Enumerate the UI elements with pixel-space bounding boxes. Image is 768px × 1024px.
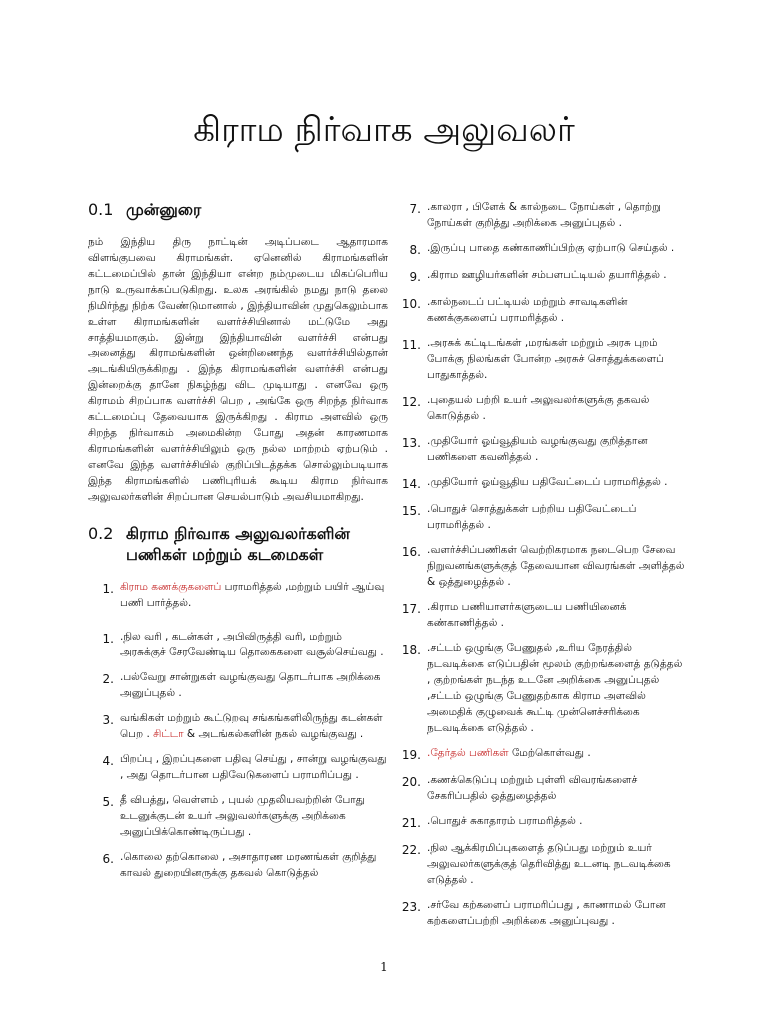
intro-paragraph: நம் இந்திய திரு நாட்டின் அடிப்படை ஆதாரமாக விளங்குபவை கிராமங்கள். ஏனெனில் கிராமங்களின் கட்டமைப்பில் தான் இந்தியா என்ற நம்முடைய மிகப்பெரிய நாடு உருவாக்கப்படுகிறது. உலக அரங்கில் நமது நாடு தலை நிமிர்ந்து நிற்க வேண்டுமானால் , இந்தியாவின் முதுகெலும்பாக உள்ள கிராமங்களின் வளர்ச்சியினால் மட்டுமே அது சாத்தியமாகும். இன்று இந்தியாவின் வளர்ச்சி என்பது அனைத்து கிராமங்களின் ஒன்றிணைந்த வளர்ச்சியில்தான் அடங்கியிருக்கிறது . இந்த கிராமங்களின் வளர்ச்சி என்பது இன்றைக்கு தானே நிகழ்ந்து விட முடியாது . எனவே ஒரு கிராமம் சிறப்பாக வளர்ச்சி பெற , அங்கே ஒரு சிறந்த நிர்வாக கட்டமைப்பு தேவையாக இருக்கிறது . கிராம அளவில் ஒரு சிறந்த நிர்வாகம் அமைகின்ற போது அதன் காரணமாக கிராமங்களின் வளர்ச்சியிலும் ஒரு நல்ல மாற்றம் ஏற்படும் . எனவே இந்த வளர்ச்சியில் குறிப்பிடத்தக்க சொல்லும்படியாக இந்த கிராமங்களில் பணிபுரியக் கூடிய கிராம நிர்வாக அலுவலர்களின் சிறப்பான செயல்பாடும் அவசியமாகிறது.: [88, 235, 388, 504]
item-number: 8.: [409, 242, 421, 257]
item-number: 14.: [401, 476, 421, 491]
item-text: .முதியோர் ஓய்வூதிய பதிவேட்டைப் பராமரித்தல் .: [427, 475, 668, 488]
item-number: 10.: [401, 297, 421, 312]
list-item: [395, 434, 687, 466]
item-number: 4.: [102, 754, 114, 769]
item-number: 20.: [401, 774, 421, 789]
list-item: [395, 898, 687, 930]
left-column: [88, 200, 388, 891]
list-item: [88, 670, 388, 702]
item-text: .கொலை தற்கொலை , அசாதாரண மரணங்கள் குறித்து காவல் துறையினருக்கு தகவல் கொடுத்தல்: [120, 850, 377, 879]
highlighted-term: சிட்டா: [153, 728, 184, 741]
list-item: [395, 336, 687, 384]
item-text-post: & அடங்கல்களின் நகல் வழங்குவது .: [183, 728, 364, 741]
list-item: [395, 773, 687, 805]
list-item: [395, 814, 687, 832]
item-number: 17.: [401, 601, 421, 616]
item-text: [120, 711, 388, 743]
section-heading-intro: [88, 200, 388, 221]
item-text: .சர்வே கற்களைப் பராமரிப்பது , காணாமல் போன கற்களைப்பற்றி அறிக்கை அனுப்புவது .: [427, 898, 666, 927]
item-number: 16.: [401, 545, 421, 560]
list-item: [395, 543, 687, 591]
item-text: .பல்வேறு சான்றுகள் வழங்குவது தொடர்பாக அறிக்கை அனுப்புதல் .: [120, 671, 381, 700]
item-number: 11.: [401, 338, 421, 353]
item-number: 12.: [401, 395, 421, 410]
item-number: 22.: [401, 842, 421, 857]
page-number: 1: [380, 960, 388, 974]
item-text-pre: வங்கிகள் மற்றும் கூட்டுறவு சங்கங்களிலிருந்து கடன்கள் பெற .: [120, 712, 383, 741]
list-item: [395, 393, 687, 425]
item-text: .புதையல் பற்றி உயர் அலுவலர்களுக்கு தகவல் கொடுத்தல் .: [427, 394, 650, 423]
section-number: 0.2: [88, 524, 114, 543]
item-text: .காலரா , பிளேக் & கால்நடை நோய்கள் , தொற்று நோய்கள் குறித்து அறிக்கை அனுப்புதல் .: [427, 201, 661, 229]
item-text: .கணக்கெடுப்பு மற்றும் புள்ளி விவரங்களைச் சேகரிப்பதில் ஒத்துழைத்தல்: [427, 773, 638, 802]
list-item: [88, 580, 388, 612]
item-text: பிறப்பு , இறப்புகளை பதிவு செய்து , சான்று வழங்குவது , அது தொடர்பான பதிவேடுகளைப் பராமரிப்பது .: [120, 753, 387, 782]
document-title: கிராம நிர்வாக அலுவலர்: [193, 110, 575, 150]
duties-list-left: [88, 630, 388, 882]
item-text: தீ விபத்து, வெள்ளம் , புயல் முதலியவற்றின் போது உடனுக்குடன் உயர் அலுவலர்களுக்கு அறிக்கை அனுப்பிக்கொண்டிருப்பது .: [120, 794, 365, 839]
list-item: [395, 641, 687, 737]
item-number: 1.: [102, 631, 114, 646]
right-column: [395, 200, 687, 939]
list-item: [88, 793, 388, 841]
item-text: .வளர்ச்சிப்பணிகள் வெற்றிகரமாக நடைபெற சேவை நிறுவனங்களுக்குத் தேவையான விவரங்கள் அளித்தல் & ஒத்துழைத்தல் .: [427, 544, 685, 588]
section-heading-duties: [88, 524, 388, 566]
item-number: 21.: [401, 815, 421, 830]
item-number: 23.: [401, 899, 421, 914]
section-number: 0.1: [88, 200, 114, 219]
item-text-post: மேற்கொள்வது .: [508, 746, 591, 759]
list-item: [88, 850, 388, 882]
section-title: கிராம நிர்வாக அலுவலர்களின் பணிகள் மற்றும் கடமைகள்: [126, 524, 350, 564]
list-item: [395, 502, 687, 534]
item-number: 5.: [102, 795, 114, 810]
item-number: 3.: [102, 713, 114, 728]
list-item: [395, 200, 687, 232]
item-text: .பொதுச் சுகாதாரம் பராமரித்தல் .: [427, 814, 583, 827]
item-text: .பொதுச் சொத்துக்கள் பற்றிய பதிவேட்டைப் பராமரித்தல் .: [427, 503, 637, 532]
item-number: 6.: [102, 851, 114, 866]
item-number: 19.: [401, 747, 421, 762]
item-text: .கால்நடைப் பட்டியல் மற்றும் சாவடிகளின் கணக்குகளைப் பராமரித்தல் .: [427, 296, 628, 325]
list-item: [88, 630, 388, 662]
list-item: [395, 295, 687, 327]
item-number: 7.: [409, 202, 421, 216]
item-text: .கிராம பணியாளர்களுடைய பணியினைக் கண்காணித்தல் .: [427, 600, 627, 629]
item-number: 18.: [401, 642, 421, 657]
section-title: முன்னுரை: [126, 200, 202, 219]
item-text: .நில ஆக்கிரமிப்புகளைத் தடுப்பது மற்றும் உயர் அலுவலர்களுக்குத் தெரிவித்து உடனடி நடவடிக்கை எடுத்தல் .: [427, 841, 671, 886]
list-item: [395, 241, 687, 259]
list-item: [395, 746, 687, 764]
item-number: 2.: [102, 672, 114, 687]
item-text: .நில வரி , கடன்கள் , அபிவிருத்தி வரி, மற்றும் அரசுக்குச் சேரவேண்டிய தொகைகளை வசூல்செய்வது .: [120, 630, 384, 659]
list-item: [395, 600, 687, 632]
item-number: 15.: [401, 504, 421, 519]
highlighted-term: .தேர்தல் பணிகள்: [427, 746, 509, 759]
item-text: .கிராம ஊழியர்களின் சம்பளபட்டியல் தயாரித்தல் .: [427, 269, 667, 282]
item-text: [427, 746, 687, 764]
item-text: .சட்டம் ஒழுங்கு பேணுதல் ,உரிய நேரத்தில் நடவடிக்கை எடுப்பதின் மூலம் குற்றங்களைத் தடுத்தல் , குற்றங்கள் நடந்த உடனே அறிக்கை அனுப்புதல் ,சட்டம் ஒழுங்கு பேணுதற்காக கிராம அளவில் அமைதிக் குழுவைக் கூட்டி முன்னெச்சரிக்கை நடவடிக்கை எடுத்தல் .: [427, 641, 683, 734]
list-item: [395, 475, 687, 493]
item-number: 13.: [401, 436, 421, 451]
item-text: .இருப்பு பாதை கண்காணிப்பிற்கு ஏற்பாடு செய்தல் .: [427, 241, 675, 254]
item-text: [120, 580, 388, 612]
list-item: [395, 268, 687, 286]
item-number: 9.: [409, 270, 421, 285]
duties-list-right: [395, 200, 687, 930]
duties-first-list: [88, 580, 388, 612]
item-text: .அரசுக் கட்டிடங்கள் ,மரங்கள் மற்றும் அரசு புறம் போக்கு நிலங்கள் போன்ற அரசுச் சொத்துக்களைப் பாதுகாத்தல்.: [427, 337, 664, 382]
item-text-rest: பராமரித்தல் ,மற்றும் பயிர் ஆய்வு பணி பார்த்தல்.: [120, 580, 385, 609]
highlighted-term: கிராம கணக்குகளைப்: [120, 580, 222, 593]
item-number: 1.: [102, 581, 114, 596]
item-text: .முதியோர் ஓய்வூதியம் வழங்குவது குறித்தான பணிகளை கவனித்தல் .: [427, 435, 648, 463]
list-item: [88, 752, 388, 784]
list-item: [88, 711, 388, 743]
list-item: [395, 841, 687, 889]
